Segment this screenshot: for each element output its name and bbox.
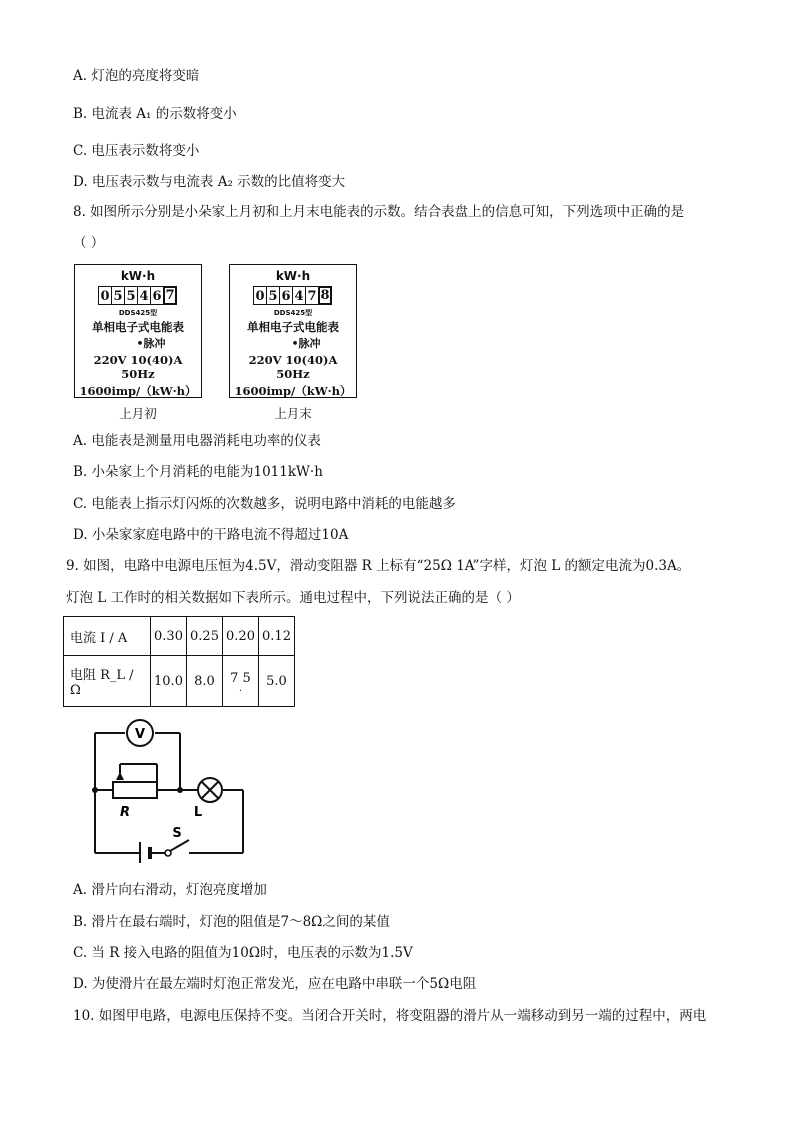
rheostat-label: R xyxy=(119,805,131,820)
meter-digits xyxy=(75,286,201,305)
meter-digit-decimal: 8 xyxy=(318,286,332,305)
meter-caption-start: 上月初 xyxy=(119,406,157,421)
table-cell-dot: . xyxy=(238,682,243,694)
meter-unit: kW·h xyxy=(120,269,156,283)
energy-meter-start xyxy=(74,264,202,398)
meter-spec-rating: 220V 10(40)A 50Hz xyxy=(93,353,183,381)
meter-digit: 6 xyxy=(279,286,293,305)
table-cell: 10.0 xyxy=(151,656,187,707)
meter-digit: 4 xyxy=(292,286,306,305)
table-cell: 8.0 xyxy=(187,656,223,707)
meter-spec-imp: 1600imp/（kW·h） xyxy=(234,384,352,398)
q7-option-c: C. 电压表示数将变小 xyxy=(73,143,200,159)
q9-stem-line2: 灯泡 L 工作时的相关数据如下表所示。通电过程中，下列说法正确的是（ ） xyxy=(66,590,520,606)
circuit-diagram xyxy=(85,718,255,863)
q10-stem: 10. 如图甲电路，电源电压保持不变。当闭合开关时，将变阻器的滑片从一端移动到另一端的过程中，两电 xyxy=(73,1008,707,1024)
meter-digit: 0 xyxy=(253,286,267,305)
q7-option-b: B. 电流表 A₁ 的示数将变小 xyxy=(73,106,237,122)
voltmeter-label: V xyxy=(134,727,146,742)
table-cell: 0.25 xyxy=(187,617,223,656)
meter-name: 单相电子式电能表 xyxy=(247,320,339,334)
table-cell: 0.30 xyxy=(151,617,187,656)
meter-digit: 0 xyxy=(98,286,112,305)
meter-pulse: •脉冲 xyxy=(136,337,166,350)
table-cell: 5.0 xyxy=(259,656,295,707)
meter-model: DDS425型 xyxy=(273,309,313,317)
meter-digit: 7 xyxy=(305,286,319,305)
lamp-icon xyxy=(198,778,222,802)
rheostat-icon xyxy=(113,772,157,798)
lamp-label: L xyxy=(193,805,203,820)
meter-digits xyxy=(230,286,356,305)
q8-option-a: A. 电能表是测量用电器消耗电功率的仪表 xyxy=(73,433,321,449)
table-row xyxy=(64,656,295,707)
q8-stem: 8. 如图所示分别是小朵家上月初和上月末电能表的示数。结合表盘上的信息可知，下列选项中正确的是 xyxy=(73,204,685,220)
meter-spec-imp: 1600imp/（kW·h） xyxy=(79,384,197,398)
q8-option-d: D. 小朵家家庭电路中的干路电流不得超过10A xyxy=(73,527,349,543)
q7-option-d: D. 电压表示数与电流表 A₂ 示数的比值将变大 xyxy=(73,174,346,190)
meter-name: 单相电子式电能表 xyxy=(92,320,184,334)
table-header-current: 电流 I / A xyxy=(64,617,151,656)
meter-digit-decimal: 7 xyxy=(163,286,177,305)
switch-icon xyxy=(165,840,189,856)
table-header-resistance: 电阻 R_L / Ω xyxy=(64,656,151,707)
table-cell xyxy=(223,656,259,707)
q9-option-c: C. 当 R 接入电路的阻值为10Ω时，电压表的示数为1.5V xyxy=(73,945,413,961)
meter-pulse: •脉冲 xyxy=(291,337,321,350)
q8-option-b: B. 小朵家上个月消耗的电能为1011kW·h xyxy=(73,464,323,480)
meter-model: DDS425型 xyxy=(118,309,158,317)
meter-digit: 6 xyxy=(150,286,164,305)
switch-label: S xyxy=(172,826,182,841)
energy-meter-end xyxy=(229,264,357,398)
q8-option-c: C. 电能表上指示灯闪烁的次数越多，说明电路中消耗的电能越多 xyxy=(73,496,456,512)
q7-option-a: A. 灯泡的亮度将变暗 xyxy=(73,68,200,84)
junction-dot xyxy=(92,787,98,793)
battery-icon xyxy=(140,842,150,863)
q8-paren: （ ） xyxy=(73,235,105,251)
table-cell: 0.20 xyxy=(223,617,259,656)
meter-digit: 4 xyxy=(137,286,151,305)
q9-option-a: A. 滑片向右滑动，灯泡亮度增加 xyxy=(73,882,267,898)
meter-spec-rating: 220V 10(40)A 50Hz xyxy=(248,353,338,381)
meter-unit: kW·h xyxy=(275,269,311,283)
meter-digit: 5 xyxy=(124,286,138,305)
lamp-data-table xyxy=(63,616,295,707)
meter-digit: 5 xyxy=(266,286,280,305)
table-cell-value: 7 5 xyxy=(230,670,251,686)
q9-stem-line1: 9. 如图，电路中电源电压恒为4.5V，滑动变阻器 R 上标有“25Ω 1A”字样，灯泡 L 的额定电流为0.3A。 xyxy=(66,558,691,574)
meter-digit: 5 xyxy=(111,286,125,305)
table-row xyxy=(64,617,295,656)
meter-caption-end: 上月末 xyxy=(274,406,312,421)
q9-option-d: D. 为使滑片在最左端时灯泡正常发光，应在电路中串联一个5Ω电阻 xyxy=(73,976,477,992)
table-cell: 0.12 xyxy=(259,617,295,656)
junction-dot xyxy=(177,787,183,793)
q9-option-b: B. 滑片在最右端时，灯泡的阻值是7～8Ω之间的某值 xyxy=(73,914,390,930)
